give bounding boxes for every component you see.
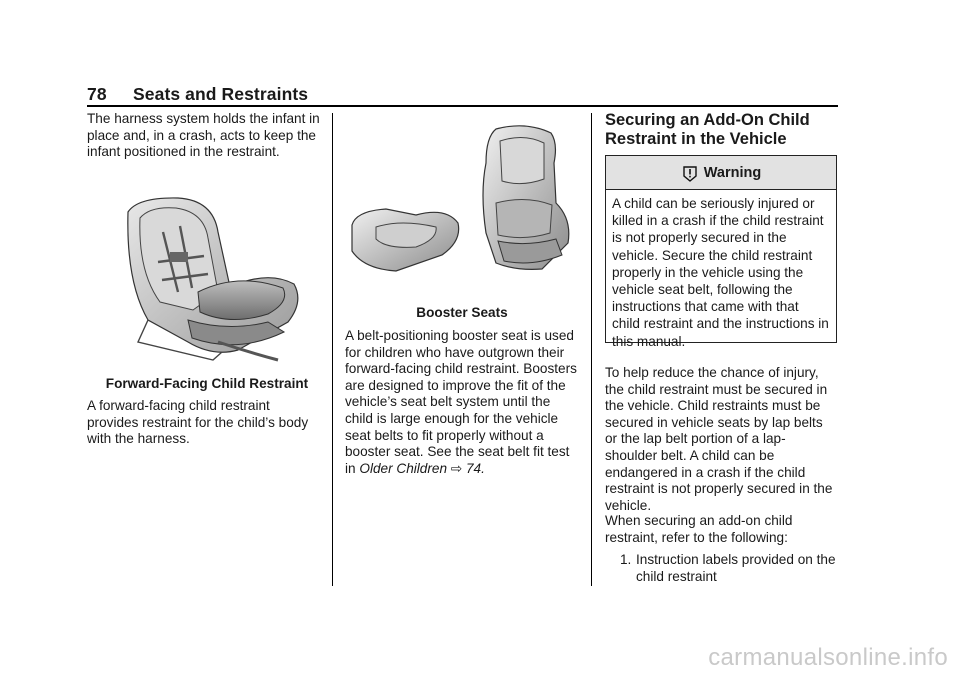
warning-box — [605, 155, 837, 349]
col3-paragraph-1 — [605, 365, 837, 514]
figure-caption-booster-seats: Booster Seats — [416, 305, 508, 320]
section-title: Seats and Restraints — [133, 84, 309, 104]
column-divider-right — [591, 113, 592, 586]
booster-seats-illustration — [346, 123, 578, 273]
page-ref-number[interactable]: 74 — [465, 460, 482, 476]
page-ref-arrow-icon: ⇨ — [450, 460, 463, 476]
col1-body-text: A forward-facing child restraint provides restraint for the child’s body with the harness. — [87, 398, 309, 447]
header-rule — [87, 105, 838, 107]
warning-title: Warning — [703, 164, 762, 181]
warning-header — [606, 156, 836, 190]
figure-caption-forward-facing: Forward-Facing Child Restraint — [105, 376, 309, 391]
page-header — [87, 84, 838, 104]
col2-body-text — [345, 328, 580, 477]
section-subheading: Securing an Add-On Child Restraint in the Vehicle — [605, 111, 810, 148]
col2-body-main: A belt-positioning booster seat is used for children who have outgrown their forward-facing child restraint. Boosters are designed to improve the fit of the vehicle’s seat belt system until the child is large enough for the vehicle seat belts to fit properly without a booster seat. See the seat belt fit test in — [345, 328, 577, 476]
forward-facing-seat-illustration — [118, 192, 308, 362]
page-number: 78 — [87, 84, 107, 104]
col3-para1-text: To help reduce the chance of injury, the child restraint must be secured in the vehicle. Child restraints must be secured in vehicle seats by lap belts or the lap belt portion of a lap-shoulder belt. A child can be endangered in a crash if the child restraint is not properly secured in the vehicle. — [605, 365, 833, 513]
watermark: carmanualsonline.info — [708, 644, 948, 671]
list-item-text: Instruction labels provided on the child restraint — [636, 552, 836, 584]
col1-intro-text: The harness system holds the infant in place and, in a crash, acts to keep the infant positioned in the restraint. — [87, 111, 320, 160]
col3-para2-text: When securing an add-on child restraint, refer to the following: — [605, 513, 793, 545]
warning-icon — [681, 164, 699, 182]
col3-paragraph-2 — [605, 513, 837, 546]
warning-body: A child can be seriously injured or killed in a crash if the child restraint is not properly secured in the vehicle. Secure the child restraint properly in the vehicle using the vehicle seat belt, following the instructions that came with that child restraint and the instructions in this manual. — [612, 196, 829, 349]
col2-body — [345, 328, 580, 477]
col2-body-tail: . — [481, 460, 485, 476]
older-children-link[interactable]: Older Children — [359, 460, 448, 476]
list-item-number: 1. — [620, 552, 632, 567]
col1-intro — [87, 111, 323, 161]
col1-body — [87, 398, 323, 448]
column-divider-left — [332, 113, 333, 586]
